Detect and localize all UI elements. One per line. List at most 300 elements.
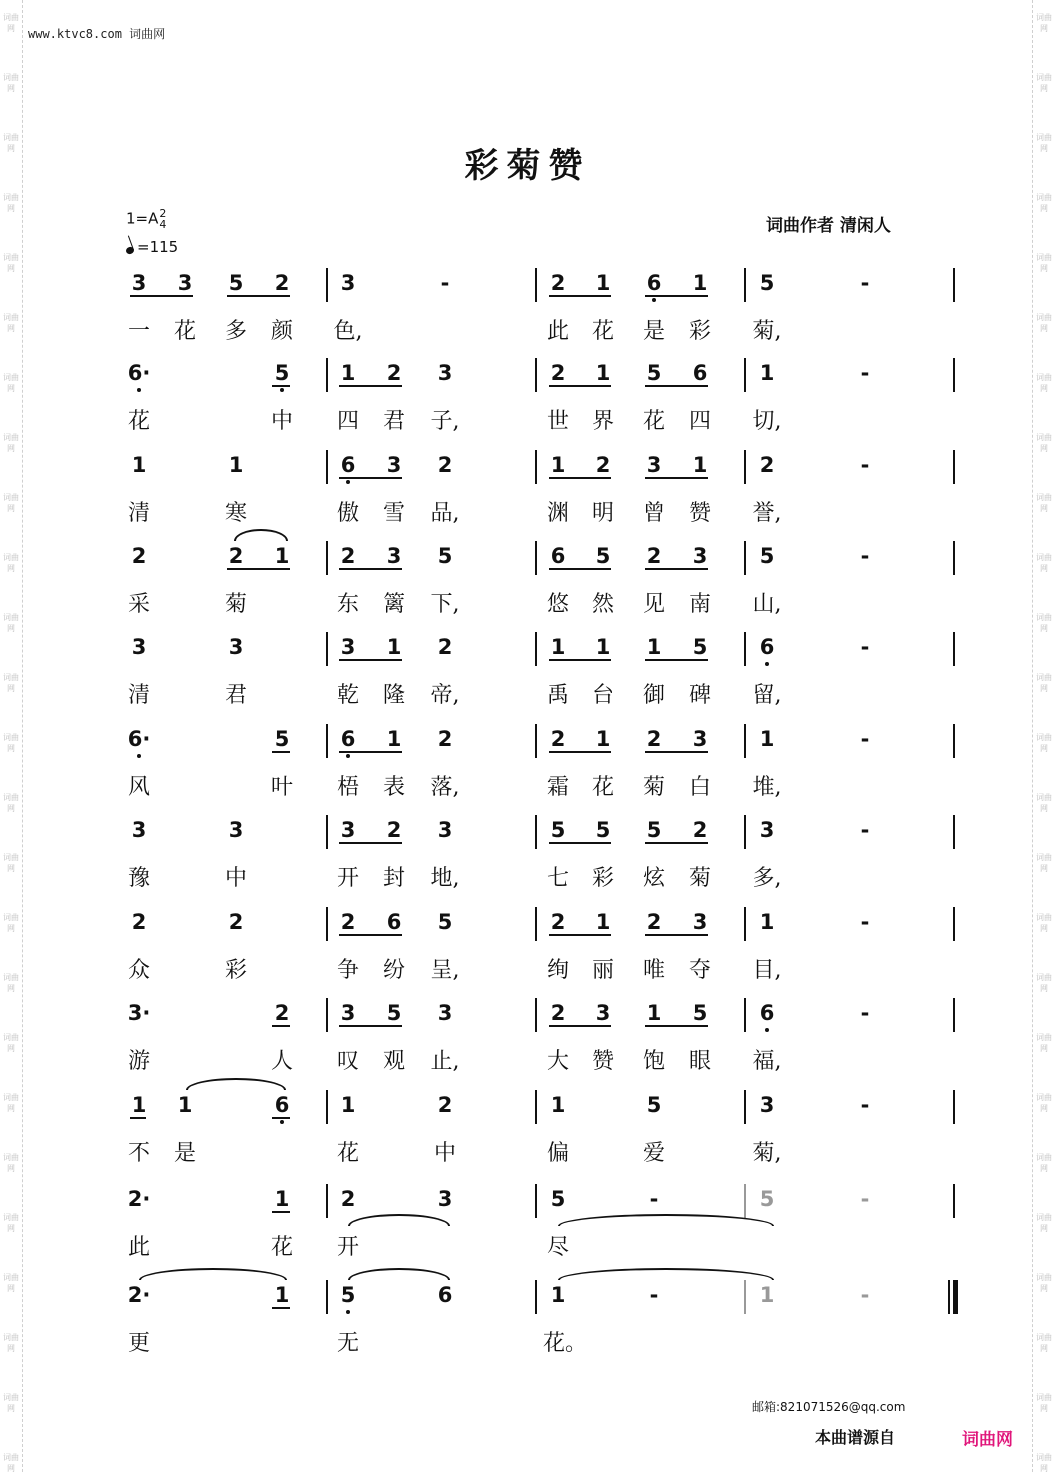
lyric-char: 色, xyxy=(333,319,363,344)
note: 1 xyxy=(274,544,290,568)
note: 2 xyxy=(759,453,775,477)
lyric-char: 观 xyxy=(382,1049,405,1074)
note: 3 xyxy=(437,1001,453,1025)
lyric-char: 君 xyxy=(382,409,405,434)
lyric-char: 豫 xyxy=(127,866,150,891)
note: - xyxy=(860,361,870,385)
eighth-underline xyxy=(549,295,611,297)
note: 5 xyxy=(550,1187,566,1211)
note: 2 xyxy=(550,361,566,385)
note: - xyxy=(860,1187,870,1211)
eighth-underline xyxy=(339,477,402,479)
bar-line xyxy=(326,268,328,302)
note: 1 xyxy=(692,271,708,295)
lyric-char: 赞 xyxy=(688,501,711,526)
watermark-text: 词曲网 xyxy=(1036,1453,1052,1473)
watermark-text: 词曲网 xyxy=(1036,793,1052,813)
composer-credit: 词曲作者 清闲人 xyxy=(766,216,891,236)
note: 2 xyxy=(340,910,356,934)
note: 2 xyxy=(340,544,356,568)
note: 5 xyxy=(595,544,611,568)
lyric-char: 寒 xyxy=(224,501,247,526)
bar-line xyxy=(953,541,955,575)
watermark-text: 词曲网 xyxy=(1036,433,1052,453)
watermark-text: 词曲网 xyxy=(1036,973,1052,993)
lyric-char: 多 xyxy=(224,319,247,344)
watermark-text: 词曲网 xyxy=(3,253,19,273)
note: 5 xyxy=(437,910,453,934)
lyric-char: 炫 xyxy=(642,866,665,891)
eighth-underline xyxy=(227,295,290,297)
lyric-char: 见 xyxy=(642,592,665,617)
note: 6 xyxy=(270,1094,294,1116)
note: 3 xyxy=(692,727,708,751)
time-numerator: 2 xyxy=(159,207,167,220)
lower-octave-dot xyxy=(280,388,284,392)
note: 2 xyxy=(550,1001,566,1025)
lyric-char: 争 xyxy=(336,958,359,983)
note: 2 xyxy=(646,727,662,751)
note: 1 xyxy=(646,635,662,659)
note: 2 xyxy=(131,544,147,568)
note: - xyxy=(860,1001,870,1025)
note: 2 xyxy=(437,453,453,477)
watermark-text: 词曲网 xyxy=(3,1093,19,1113)
note: 3 xyxy=(386,544,402,568)
eighth-underline xyxy=(549,934,611,936)
note: - xyxy=(860,727,870,751)
note: 6· xyxy=(127,362,151,384)
lyric-char: 不 xyxy=(127,1141,150,1166)
lyric-char: 然 xyxy=(591,592,614,617)
watermark-text: 词曲网 xyxy=(1036,373,1052,393)
song-title: 彩菊赞 xyxy=(464,146,591,186)
lyric-char: 更 xyxy=(127,1331,150,1356)
lyric-char: 清 xyxy=(127,501,150,526)
watermark-text: 词曲网 xyxy=(3,1393,19,1413)
watermark-text: 词曲网 xyxy=(3,493,19,513)
watermark-text: 词曲网 xyxy=(3,673,19,693)
watermark-text: 词曲网 xyxy=(1036,13,1052,33)
watermark-text: 词曲网 xyxy=(3,433,19,453)
slur xyxy=(139,1268,287,1280)
watermark-text: 词曲网 xyxy=(3,973,19,993)
bar-line xyxy=(948,1280,950,1314)
eighth-underline xyxy=(339,659,402,661)
lyric-char: 是 xyxy=(642,319,665,344)
lyric-char: 封 xyxy=(382,866,405,891)
lyric-char: 隆 xyxy=(382,683,405,708)
bar-line xyxy=(535,450,537,484)
note: 2 xyxy=(646,910,662,934)
note: 3 xyxy=(437,361,453,385)
note: 3 xyxy=(340,635,356,659)
lyric-char: 明 xyxy=(591,501,614,526)
note: 3 xyxy=(177,271,193,295)
watermark-text: 词曲网 xyxy=(1036,553,1052,573)
note: 5 xyxy=(646,361,662,385)
bar-line xyxy=(744,541,746,575)
watermark-text: 词曲网 xyxy=(1036,493,1052,513)
note: 1 xyxy=(595,271,611,295)
lower-octave-dot xyxy=(765,1028,769,1032)
bar-line xyxy=(326,1090,328,1124)
bar-line xyxy=(953,724,955,758)
lyric-char: 多, xyxy=(752,866,782,891)
bar-line xyxy=(326,998,328,1032)
lyric-char: 止, xyxy=(430,1049,460,1074)
lyric-char: 叶 xyxy=(270,775,293,800)
lower-octave-dot xyxy=(765,662,769,666)
bar-line xyxy=(744,1280,746,1314)
bar-line xyxy=(535,1280,537,1314)
lyric-char: 白 xyxy=(688,775,711,800)
note: 1 xyxy=(759,727,775,751)
lyric-char: 大 xyxy=(546,1049,569,1074)
note: 1 xyxy=(550,1093,566,1117)
note: 2 xyxy=(437,727,453,751)
lyric-char: 绚 xyxy=(546,958,569,983)
lyric-char: 曾 xyxy=(642,501,665,526)
tempo-value: =115 xyxy=(137,238,179,256)
watermark-text: 词曲网 xyxy=(1036,1393,1052,1413)
watermark-text: 词曲网 xyxy=(3,1033,19,1053)
lyric-char: 七 xyxy=(546,866,569,891)
lyric-char: 呈, xyxy=(430,958,460,983)
lower-octave-dot xyxy=(137,388,141,392)
bar-line xyxy=(744,1184,746,1218)
eighth-underline xyxy=(339,751,402,753)
watermark-text: 词曲网 xyxy=(1036,673,1052,693)
watermark-text: 词曲网 xyxy=(3,73,19,93)
note: - xyxy=(860,1283,870,1307)
eighth-underline xyxy=(272,1117,290,1119)
lyric-char: 御 xyxy=(642,683,665,708)
bar-line xyxy=(953,358,955,392)
watermark-text: 词曲网 xyxy=(3,1333,19,1353)
note: 1 xyxy=(595,727,611,751)
slur xyxy=(558,1214,774,1226)
watermark-text: 词曲网 xyxy=(3,913,19,933)
lyric-char: 世 xyxy=(546,409,569,434)
note: 2 xyxy=(595,453,611,477)
note: - xyxy=(860,910,870,934)
bar-line xyxy=(744,1090,746,1124)
lyric-char: 堆, xyxy=(752,775,782,800)
note: 1 xyxy=(131,453,147,477)
note: 1 xyxy=(274,1283,290,1307)
lyric-char: 落, xyxy=(430,775,460,800)
bar-line xyxy=(326,450,328,484)
lyric-char: 赞 xyxy=(591,1049,614,1074)
lyric-char: 切, xyxy=(752,409,782,434)
bar-line xyxy=(953,1090,955,1124)
note: 5 xyxy=(646,1093,662,1117)
final-bar-line xyxy=(953,1280,958,1314)
watermark-text: 词曲网 xyxy=(1036,253,1052,273)
lower-octave-dot xyxy=(137,754,141,758)
lyric-char: 风 xyxy=(127,775,150,800)
bar-line xyxy=(535,632,537,666)
tempo-marking xyxy=(126,238,178,256)
bar-line xyxy=(953,450,955,484)
note: 5 xyxy=(759,271,775,295)
lyric-char: 四 xyxy=(688,409,711,434)
watermark-text: 词曲网 xyxy=(3,613,19,633)
note: 2 xyxy=(692,818,708,842)
watermark-text: 词曲网 xyxy=(1036,133,1052,153)
note: 5 xyxy=(274,727,290,751)
note: 6 xyxy=(386,910,402,934)
note: 3 xyxy=(228,818,244,842)
lyric-char: 是 xyxy=(173,1141,196,1166)
lyric-char: 众 xyxy=(127,958,150,983)
lyric-char: 碑 xyxy=(688,683,711,708)
note: 5 xyxy=(437,544,453,568)
bar-line xyxy=(953,907,955,941)
note: 1 xyxy=(550,453,566,477)
note: 2 xyxy=(274,271,290,295)
lyric-char: 表 xyxy=(382,775,405,800)
slur xyxy=(186,1078,286,1090)
bar-line xyxy=(326,358,328,392)
note: 3 xyxy=(131,271,147,295)
note: 3 xyxy=(759,818,775,842)
note: 1 xyxy=(759,1283,775,1307)
lyric-char: 游 xyxy=(127,1049,150,1074)
lyric-char: 山, xyxy=(752,592,782,617)
lyric-char: 唯 xyxy=(642,958,665,983)
bar-line xyxy=(744,724,746,758)
note: - xyxy=(860,544,870,568)
lyric-char: 霜 xyxy=(546,775,569,800)
bar-line xyxy=(744,998,746,1032)
bar-line xyxy=(744,268,746,302)
bar-line xyxy=(535,541,537,575)
lower-octave-dot xyxy=(346,480,350,484)
lyric-char: 南 xyxy=(688,592,711,617)
slur xyxy=(348,1268,450,1280)
lyric-char: 界 xyxy=(591,409,614,434)
source-label: 本曲谱源自 xyxy=(815,1428,896,1447)
lyric-char: 福, xyxy=(752,1049,782,1074)
bar-line xyxy=(326,1184,328,1218)
note: 3 xyxy=(692,910,708,934)
note: 1 xyxy=(340,361,356,385)
lyric-char: 花 xyxy=(591,775,614,800)
watermark-text: 词曲网 xyxy=(3,1453,19,1473)
watermark-text: 词曲网 xyxy=(3,193,19,213)
bar-line xyxy=(953,815,955,849)
watermark-text: 词曲网 xyxy=(3,853,19,873)
watermark-text: 词曲网 xyxy=(1036,73,1052,93)
lyric-char: 爱 xyxy=(642,1141,665,1166)
lyric-char: 花。 xyxy=(543,1331,588,1356)
note: 6 xyxy=(755,1002,779,1024)
lyric-char: 夺 xyxy=(688,958,711,983)
note: - xyxy=(860,453,870,477)
watermark-text: 词曲网 xyxy=(1036,1273,1052,1293)
eighth-underline xyxy=(645,934,708,936)
note: 2 xyxy=(386,361,402,385)
note: 1 xyxy=(131,1093,147,1117)
lyric-char: 丽 xyxy=(591,958,614,983)
lower-octave-dot xyxy=(346,1310,350,1314)
lyric-char: 中 xyxy=(224,866,247,891)
lyric-char: 此 xyxy=(127,1235,150,1260)
watermark-text: 词曲网 xyxy=(3,1153,19,1173)
eighth-underline xyxy=(645,751,708,753)
note: 5 xyxy=(595,818,611,842)
lyric-char: 花 xyxy=(270,1235,293,1260)
bar-line xyxy=(326,724,328,758)
brand-logo: 词曲网 xyxy=(962,1430,1013,1450)
note: 3· xyxy=(127,1001,151,1025)
eighth-underline xyxy=(549,477,611,479)
note: 2· xyxy=(127,1187,151,1211)
lyric-char: 雪 xyxy=(382,501,405,526)
bar-line xyxy=(326,632,328,666)
bar-line xyxy=(953,1184,955,1218)
note: 1 xyxy=(228,453,244,477)
note: 1 xyxy=(759,361,775,385)
lyric-char: 彩 xyxy=(591,866,614,891)
eighth-underline xyxy=(549,842,611,844)
bar-line xyxy=(326,907,328,941)
note: 5 xyxy=(270,362,294,384)
lyric-char: 地, xyxy=(430,866,460,891)
lyric-char: 傲 xyxy=(336,501,359,526)
lyric-char: 四 xyxy=(336,409,359,434)
watermark-text: 词曲网 xyxy=(1036,733,1052,753)
bar-line xyxy=(953,998,955,1032)
contact-email: 邮箱:821071526@qq.com xyxy=(752,1400,906,1414)
note: 1 xyxy=(646,1001,662,1025)
watermark-text: 词曲网 xyxy=(1036,193,1052,213)
slur xyxy=(234,529,288,541)
note: 1 xyxy=(274,1187,290,1211)
note: - xyxy=(860,635,870,659)
lyric-char: 目, xyxy=(752,958,782,983)
lyric-char: 菊 xyxy=(224,592,247,617)
eighth-underline xyxy=(549,1025,611,1027)
lyric-char: 君 xyxy=(224,683,247,708)
note: - xyxy=(649,1187,659,1211)
eighth-underline xyxy=(549,568,611,570)
note: 1 xyxy=(550,1283,566,1307)
lower-octave-dot xyxy=(346,754,350,758)
bar-line xyxy=(326,815,328,849)
note: - xyxy=(860,271,870,295)
lyric-char: 此 xyxy=(546,319,569,344)
eighth-underline xyxy=(272,1025,290,1027)
eighth-underline xyxy=(645,568,708,570)
note: 5 xyxy=(759,1187,775,1211)
bar-line xyxy=(535,268,537,302)
lyric-char: 乾 xyxy=(336,683,359,708)
note: 5 xyxy=(692,635,708,659)
lyric-char: 尽 xyxy=(546,1235,569,1260)
eighth-underline xyxy=(645,477,708,479)
watermark-text: 词曲网 xyxy=(1036,1153,1052,1173)
note: 5 xyxy=(336,1284,360,1306)
note: 1 xyxy=(595,361,611,385)
note: 2 xyxy=(550,271,566,295)
eighth-underline xyxy=(645,295,708,297)
lyric-char: 采 xyxy=(127,592,150,617)
note: 5 xyxy=(759,544,775,568)
lower-octave-dot xyxy=(280,1120,284,1124)
note: 3 xyxy=(340,271,356,295)
bar-line xyxy=(744,450,746,484)
eighth-underline xyxy=(339,1025,402,1027)
key-label: 1=A xyxy=(126,209,159,228)
eighth-underline xyxy=(227,568,290,570)
bar-line xyxy=(535,358,537,392)
note: 6 xyxy=(336,728,360,750)
note: 1 xyxy=(595,635,611,659)
lyric-char: 菊, xyxy=(752,319,782,344)
note: 3 xyxy=(692,544,708,568)
watermark-text: 词曲网 xyxy=(1036,853,1052,873)
lyric-char: 禹 xyxy=(546,683,569,708)
eighth-underline xyxy=(549,385,611,387)
note: 6 xyxy=(550,544,566,568)
lyric-char: 留, xyxy=(752,683,782,708)
eighth-underline xyxy=(339,934,402,936)
lyric-char: 子, xyxy=(430,409,460,434)
note: 5 xyxy=(550,818,566,842)
note: 6 xyxy=(755,636,779,658)
slur xyxy=(558,1268,774,1280)
note: 3 xyxy=(340,1001,356,1025)
lyric-char: 花 xyxy=(642,409,665,434)
lyric-char: 东 xyxy=(336,592,359,617)
lyric-char: 梧 xyxy=(336,775,359,800)
lyric-char: 饱 xyxy=(642,1049,665,1074)
lyric-char: 帝, xyxy=(430,683,460,708)
note: 5 xyxy=(692,1001,708,1025)
note: 3 xyxy=(437,818,453,842)
note: 3 xyxy=(131,635,147,659)
note: 1 xyxy=(386,727,402,751)
watermark-text: 词曲网 xyxy=(1036,613,1052,633)
lower-octave-dot xyxy=(652,298,656,302)
watermark-text: 词曲网 xyxy=(3,13,19,33)
bar-line xyxy=(535,998,537,1032)
note: 6· xyxy=(127,728,151,750)
eighth-underline xyxy=(339,842,402,844)
watermark-text: 词曲网 xyxy=(1036,1033,1052,1053)
eighth-underline xyxy=(645,385,708,387)
lyric-char: 台 xyxy=(591,683,614,708)
note: 2 xyxy=(437,1093,453,1117)
note: 6 xyxy=(692,361,708,385)
slur xyxy=(348,1214,450,1226)
lyric-char: 菊, xyxy=(752,1141,782,1166)
eighth-underline xyxy=(130,295,193,297)
note: 3 xyxy=(386,453,402,477)
lyric-char: 花 xyxy=(336,1141,359,1166)
quarter-note-icon xyxy=(125,246,135,255)
note: 5 xyxy=(228,271,244,295)
note: - xyxy=(440,271,450,295)
lyric-char: 开 xyxy=(336,1235,359,1260)
note: 3 xyxy=(131,818,147,842)
note: 2· xyxy=(127,1283,151,1307)
eighth-underline xyxy=(272,1307,290,1309)
note: 1 xyxy=(692,453,708,477)
